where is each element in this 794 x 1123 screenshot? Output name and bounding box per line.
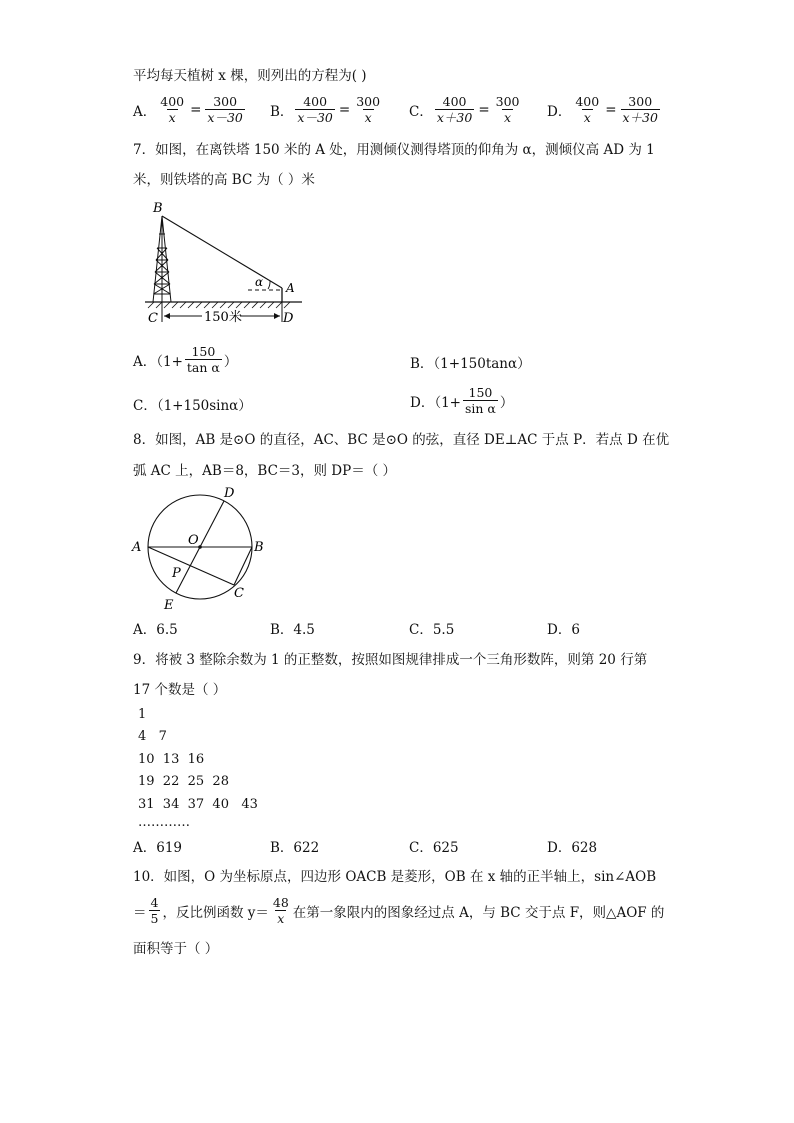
label-b: B [153,201,163,216]
ground-hatching [148,302,290,308]
triangle-row-5: 31 34 37 40 43 [138,797,258,812]
fraction: $\frac{400}{x-30}$ [297,94,333,125]
label-b: B [254,540,264,555]
q10-stem-line1: 10．如图，O 为坐标原点，四边形 OACB 是菱形，OB 在 x 轴的正半轴上，sin∠AOB [133,869,657,885]
label-c: C [148,311,158,326]
label-distance: 150米 [204,310,242,325]
fraction: $\frac{400}{x}$ [575,94,600,125]
triangle-row-ellipsis: ………… [138,815,190,830]
option-label: D． [547,103,572,120]
q6-option-d[interactable]: D． $\frac{400}{x}$ = $\frac{300}{x+30}$ [547,94,658,125]
label-e: E [164,598,174,613]
q7-tower-figure [140,198,310,328]
label-a: A [132,540,142,555]
q6-option-c[interactable]: C． $\frac{400}{x+30}$ = $\frac{300}{x}$ [409,94,520,125]
q7-stem-line2: 米，则铁塔的高 BC 为（ ）米 [133,172,315,188]
q6-stem-tail: 平均每天植树 x 棵，则列出的方程为( ) [133,68,367,84]
q9-stem-line1: 9．将被 3 整除余数为 1 的正整数，按照如图规律排成一个三角形数阵，则第 20 行第 [133,652,648,668]
q9-option-a[interactable]: A．619 [133,840,183,856]
fraction: $\frac{300}{x-30}$ [207,94,243,125]
fraction: $\frac{150}{\text{tan α}}$ [186,344,220,375]
fraction: $\frac{150}{\text{sin α}}$ [464,385,496,416]
q9-option-c[interactable]: C．625 [409,840,459,856]
q8-option-c[interactable]: C．5.5 [409,622,455,638]
triangle-row-3: 10 13 16 [138,752,205,767]
q7-option-c[interactable]: C．（1+150sinα） [133,398,252,414]
q7-stem-line1: 7．如图，在离铁塔 150 米的 A 处，用测倾仪测得塔顶的仰角为 α，测倾仪高 AD 为 1 [133,142,655,158]
q9-option-d[interactable]: D．628 [547,840,598,856]
label-c: C [234,586,244,601]
option-label: A． [133,103,157,120]
option-label: B． [270,103,294,120]
label-d: D [283,311,294,326]
q8-option-a[interactable]: A．6.5 [133,622,178,638]
label-p: P [172,566,181,581]
triangle-row-1: 1 [138,707,147,722]
q9-option-b[interactable]: B．622 [270,840,320,856]
q8-option-d[interactable]: D．6 [547,622,580,638]
q6-option-b[interactable]: B． $\frac{400}{x-30}$ = $\frac{300}{x}$ [270,94,381,125]
label-alpha: α [255,275,264,289]
tower-icon [153,216,171,302]
fraction: $\frac{48}{x}$ [272,895,289,926]
triangle-row-2: 4 7 [138,729,167,744]
fraction: $\frac{300}{x}$ [495,94,520,125]
q8-stem-line2: 弧 AC 上，AB＝8，BC＝3，则 DP＝（ ） [133,463,396,479]
label-d: D [224,486,235,501]
fraction: $\frac{400}{x}$ [160,94,185,125]
q8-option-b[interactable]: B．4.5 [270,622,315,638]
q7-option-b[interactable]: B．（1+150tanα） [410,356,531,372]
q8-stem-line1: 8．如图，AB 是⊙O 的直径，AC、BC 是⊙O 的弦，直径 DE⊥AC 于点 P．若点 D 在优 [133,432,670,448]
q10-stem-line2: ＝ $\frac{4}{5}$ ，反比例函数 y＝ $\frac{48}{x}$ 在第一象限内的图象经过点 A，与 BC 交于点 F，则△AOF 的 [133,895,665,926]
triangle-row-4: 19 22 25 28 [138,774,229,789]
q6-option-a[interactable]: A． $\frac{400}{x}$ = $\frac{300}{x-30}$ [133,94,243,125]
q8-circle-figure [130,483,270,615]
fraction: $\frac{300}{x+30}$ [622,94,658,125]
fraction: $\frac{300}{x}$ [356,94,381,125]
q9-stem-line2: 17 个数是（ ） [133,682,227,698]
q7-option-a[interactable]: A．（1+ $\frac{150}{\text{tan α}}$ ） [133,344,238,375]
label-a: A [286,281,295,295]
q10-stem-line3: 面积等于（ ） [133,941,219,957]
fraction: $\frac{400}{x+30}$ [436,94,473,125]
label-o: O [188,533,199,548]
option-label: C． [409,103,433,120]
fraction: $\frac{4}{5}$ [150,895,159,926]
q7-option-d[interactable]: D．（1+ $\frac{150}{\text{sin α}}$ ） [410,385,514,416]
